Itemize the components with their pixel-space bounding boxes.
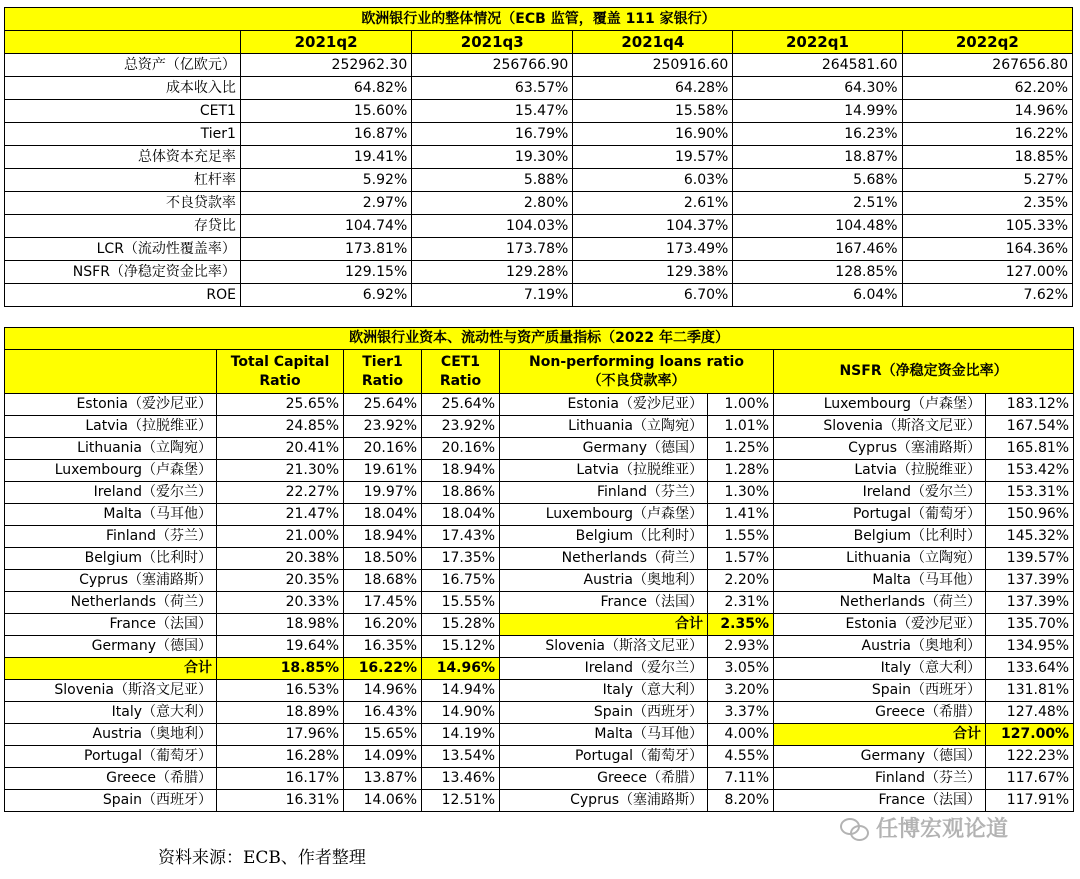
tier1-ratio: 16.35% [344, 636, 422, 658]
metric-label: 存贷比 [5, 215, 241, 238]
metric-label: 总体资本充足率 [5, 146, 241, 169]
npl-country: Cyprus（塞浦路斯） [500, 790, 708, 812]
capital-country: Estonia（爱沙尼亚） [5, 394, 217, 416]
quarter-header: 2022q2 [902, 31, 1072, 54]
metric-label: CET1 [5, 100, 241, 123]
npl-ratio: 8.20% [708, 790, 774, 812]
metric-label: LCR（流动性覆盖率） [5, 238, 241, 261]
total-capital-ratio: 21.30% [217, 460, 344, 482]
capital-country: Malta（马耳他） [5, 504, 217, 526]
tier1-ratio: 18.94% [344, 526, 422, 548]
metric-value: 129.28% [412, 261, 573, 284]
cet1-ratio: 18.94% [422, 460, 500, 482]
table-row [5, 746, 1074, 768]
metric-value: 2.97% [240, 192, 411, 215]
npl-country: Slovenia（斯洛文尼亚） [500, 636, 708, 658]
metric-value: 64.82% [240, 77, 411, 100]
quarter-header: 2021q3 [412, 31, 573, 54]
npl-country: France（法国） [500, 592, 708, 614]
npl-ratio: 1.00% [708, 394, 774, 416]
metric-value: 264581.60 [733, 54, 902, 77]
cet1-ratio: 12.51% [422, 790, 500, 812]
npl-country: Netherlands（荷兰） [500, 548, 708, 570]
tier1-ratio: 16.43% [344, 702, 422, 724]
metric-value: 173.78% [412, 238, 573, 261]
metric-value: 104.74% [240, 215, 411, 238]
nsfr-ratio: 131.81% [986, 680, 1074, 702]
metric-value: 173.49% [573, 238, 733, 261]
npl-country: Luxembourg（卢森堡） [500, 504, 708, 526]
capital-country: Italy（意大利） [5, 702, 217, 724]
nsfr-country: 合计 [774, 724, 986, 746]
metric-value: 104.48% [733, 215, 902, 238]
capital-country: Portugal（葡萄牙） [5, 746, 217, 768]
tier1-ratio: 18.50% [344, 548, 422, 570]
cet1-ratio: 17.43% [422, 526, 500, 548]
capital-country: Greece（希腊） [5, 768, 217, 790]
table-row [5, 460, 1074, 482]
npl-country: Latvia（拉脱维亚） [500, 460, 708, 482]
table-row [5, 768, 1074, 790]
metric-value: 6.04% [733, 284, 902, 307]
npl-country: Spain（西班牙） [500, 702, 708, 724]
nsfr-ratio: 167.54% [986, 416, 1074, 438]
metric-value: 16.79% [412, 123, 573, 146]
tier1-header: Tier1 Ratio [344, 350, 422, 394]
nsfr-country: Lithuania（立陶宛） [774, 548, 986, 570]
nsfr-ratio: 135.70% [986, 614, 1074, 636]
table-row [5, 548, 1074, 570]
npl-country: Austria（奥地利） [500, 570, 708, 592]
metric-value: 14.96% [902, 100, 1072, 123]
table-row [5, 215, 1073, 238]
metric-value: 250916.60 [573, 54, 733, 77]
table-row [5, 192, 1073, 215]
tier1-ratio: 23.92% [344, 416, 422, 438]
total-capital-ratio: 18.98% [217, 614, 344, 636]
nsfr-ratio: 183.12% [986, 394, 1074, 416]
metric-label: 不良贷款率 [5, 192, 241, 215]
total-capital-ratio: 16.17% [217, 768, 344, 790]
capital-country: Belgium（比利时） [5, 548, 217, 570]
metric-value: 256766.90 [412, 54, 573, 77]
capital-country: Latvia（拉脱维亚） [5, 416, 217, 438]
nsfr-country: Ireland（爱尔兰） [774, 482, 986, 504]
capital-country: Ireland（爱尔兰） [5, 482, 217, 504]
metric-value: 18.87% [733, 146, 902, 169]
capital-country: Lithuania（立陶宛） [5, 438, 217, 460]
metric-value: 2.80% [412, 192, 573, 215]
overview-table [4, 7, 1073, 307]
nsfr-country: Germany（德国） [774, 746, 986, 768]
metric-value: 16.90% [573, 123, 733, 146]
total-capital-ratio: 24.85% [217, 416, 344, 438]
tier1-ratio: 17.45% [344, 592, 422, 614]
metric-value: 267656.80 [902, 54, 1072, 77]
metric-value: 15.60% [240, 100, 411, 123]
watermark-text: 任博宏观论道 [876, 817, 1009, 842]
nsfr-ratio: 117.91% [986, 790, 1074, 812]
nsfr-ratio: 137.39% [986, 592, 1074, 614]
metric-value: 16.23% [733, 123, 902, 146]
total-capital-ratio: 16.53% [217, 680, 344, 702]
npl-ratio: 4.00% [708, 724, 774, 746]
nsfr-country: Slovenia（斯洛文尼亚） [774, 416, 986, 438]
tier1-ratio: 20.16% [344, 438, 422, 460]
metric-value: 252962.30 [240, 54, 411, 77]
tier1-ratio: 18.04% [344, 504, 422, 526]
tier1-ratio: 14.96% [344, 680, 422, 702]
capital-country: Slovenia（斯洛文尼亚） [5, 680, 217, 702]
metric-value: 6.70% [573, 284, 733, 307]
table-row [5, 284, 1073, 307]
npl-country: Malta（马耳他） [500, 724, 708, 746]
metric-value: 7.62% [902, 284, 1072, 307]
capital-country: Germany（德国） [5, 636, 217, 658]
cet1-header: CET1 Ratio [422, 350, 500, 394]
npl-ratio: 1.01% [708, 416, 774, 438]
table-row [5, 658, 1074, 680]
cet1-ratio: 14.94% [422, 680, 500, 702]
country-body [5, 394, 1074, 812]
npl-ratio: 7.11% [708, 768, 774, 790]
tier1-ratio: 13.87% [344, 768, 422, 790]
cet1-ratio: 13.54% [422, 746, 500, 768]
metric-value: 15.58% [573, 100, 733, 123]
nsfr-country: Luxembourg（卢森堡） [774, 394, 986, 416]
cet1-ratio: 18.86% [422, 482, 500, 504]
npl-ratio: 2.20% [708, 570, 774, 592]
tier1-ratio: 25.64% [344, 394, 422, 416]
npl-ratio: 2.31% [708, 592, 774, 614]
source-note: 资料来源：ECB、作者整理 [158, 848, 366, 868]
nsfr-ratio: 127.00% [986, 724, 1074, 746]
total-capital-ratio: 16.31% [217, 790, 344, 812]
nsfr-ratio: 150.96% [986, 504, 1074, 526]
metric-value: 19.30% [412, 146, 573, 169]
metric-value: 104.03% [412, 215, 573, 238]
nsfr-ratio: 153.31% [986, 482, 1074, 504]
nsfr-country: Spain（西班牙） [774, 680, 986, 702]
table-row [5, 146, 1073, 169]
total-capital-ratio: 20.41% [217, 438, 344, 460]
total-capital-ratio: 19.64% [217, 636, 344, 658]
tier1-ratio: 15.65% [344, 724, 422, 746]
total-capital-ratio: 22.27% [217, 482, 344, 504]
metric-value: 63.57% [412, 77, 573, 100]
metric-value: 19.41% [240, 146, 411, 169]
tier1-ratio: 19.97% [344, 482, 422, 504]
cet1-ratio: 14.19% [422, 724, 500, 746]
tier1-ratio: 16.20% [344, 614, 422, 636]
npl-ratio: 2.93% [708, 636, 774, 658]
table-row [5, 636, 1074, 658]
npl-ratio: 1.55% [708, 526, 774, 548]
capital-country: Finland（芬兰） [5, 526, 217, 548]
npl-ratio: 1.25% [708, 438, 774, 460]
table-row [5, 416, 1074, 438]
cet1-ratio: 15.55% [422, 592, 500, 614]
npl-ratio: 2.35% [708, 614, 774, 636]
tier1-ratio: 19.61% [344, 460, 422, 482]
table-row [5, 261, 1073, 284]
npl-ratio: 1.30% [708, 482, 774, 504]
npl-country: Finland（芬兰） [500, 482, 708, 504]
metric-value: 104.37% [573, 215, 733, 238]
nsfr-ratio: 165.81% [986, 438, 1074, 460]
table-row [5, 482, 1074, 504]
metric-value: 2.51% [733, 192, 902, 215]
nsfr-country: Netherlands（荷兰） [774, 592, 986, 614]
nsfr-ratio: 133.64% [986, 658, 1074, 680]
metric-value: 62.20% [902, 77, 1072, 100]
watermark [840, 812, 1008, 843]
metric-value: 6.03% [573, 169, 733, 192]
table-row [5, 724, 1074, 746]
metric-value: 5.68% [733, 169, 902, 192]
cet1-ratio: 23.92% [422, 416, 500, 438]
cet1-ratio: 20.16% [422, 438, 500, 460]
metric-label: Tier1 [5, 123, 241, 146]
nsfr-country: Latvia（拉脱维亚） [774, 460, 986, 482]
total-capital-ratio: 25.65% [217, 394, 344, 416]
npl-country: 合计 [500, 614, 708, 636]
total-capital-ratio: 20.35% [217, 570, 344, 592]
metric-value: 16.22% [902, 123, 1072, 146]
cet1-ratio: 14.96% [422, 658, 500, 680]
table-row [5, 77, 1073, 100]
cet1-ratio: 16.75% [422, 570, 500, 592]
cet1-ratio: 13.46% [422, 768, 500, 790]
nsfr-country: France（法国） [774, 790, 986, 812]
quarter-header: 2022q1 [733, 31, 902, 54]
nsfr-ratio: 153.42% [986, 460, 1074, 482]
metric-value: 128.85% [733, 261, 902, 284]
metric-label: 杠杆率 [5, 169, 241, 192]
metric-value: 64.30% [733, 77, 902, 100]
country-corner [5, 350, 217, 394]
metric-value: 2.35% [902, 192, 1072, 215]
npl-ratio: 1.57% [708, 548, 774, 570]
metric-value: 5.92% [240, 169, 411, 192]
npl-header: Non-performing loans ratio （不良贷款率） [500, 350, 774, 394]
country-table [4, 327, 1074, 812]
capital-country: Luxembourg（卢森堡） [5, 460, 217, 482]
metric-value: 173.81% [240, 238, 411, 261]
capital-country: Netherlands（荷兰） [5, 592, 217, 614]
cet1-ratio: 15.28% [422, 614, 500, 636]
nsfr-ratio: 134.95% [986, 636, 1074, 658]
nsfr-ratio: 127.48% [986, 702, 1074, 724]
metric-value: 2.61% [573, 192, 733, 215]
metric-label: 总资产（亿欧元） [5, 54, 241, 77]
table-row [5, 169, 1073, 192]
cet1-ratio: 17.35% [422, 548, 500, 570]
country-title: 欧洲银行业资本、流动性与资产质量指标（2022 年二季度） [5, 328, 1074, 350]
total-capital-ratio: 21.00% [217, 526, 344, 548]
nsfr-country: Austria（奥地利） [774, 636, 986, 658]
capital-country: Spain（西班牙） [5, 790, 217, 812]
metric-value: 64.28% [573, 77, 733, 100]
quarter-header: 2021q2 [240, 31, 411, 54]
table-row [5, 790, 1074, 812]
metric-value: 18.85% [902, 146, 1072, 169]
metric-value: 129.38% [573, 261, 733, 284]
tcr-header: Total Capital Ratio [217, 350, 344, 394]
cet1-ratio: 18.04% [422, 504, 500, 526]
nsfr-ratio: 122.23% [986, 746, 1074, 768]
metric-label: 成本收入比 [5, 77, 241, 100]
total-capital-ratio: 21.47% [217, 504, 344, 526]
table-row [5, 238, 1073, 261]
npl-ratio: 1.41% [708, 504, 774, 526]
tier1-ratio: 18.68% [344, 570, 422, 592]
nsfr-country: Italy（意大利） [774, 658, 986, 680]
metric-label: ROE [5, 284, 241, 307]
npl-ratio: 1.28% [708, 460, 774, 482]
npl-country: Portugal（葡萄牙） [500, 746, 708, 768]
nsfr-ratio: 117.67% [986, 768, 1074, 790]
table-row [5, 438, 1074, 460]
metric-value: 5.27% [902, 169, 1072, 192]
overview-corner [5, 31, 241, 54]
capital-country: Cyprus（塞浦路斯） [5, 570, 217, 592]
table-row [5, 100, 1073, 123]
nsfr-country: Greece（希腊） [774, 702, 986, 724]
cet1-ratio: 14.90% [422, 702, 500, 724]
nsfr-ratio: 139.57% [986, 548, 1074, 570]
npl-ratio: 3.05% [708, 658, 774, 680]
npl-country: Ireland（爱尔兰） [500, 658, 708, 680]
metric-value: 164.36% [902, 238, 1072, 261]
total-capital-ratio: 16.28% [217, 746, 344, 768]
nsfr-country: Estonia（爱沙尼亚） [774, 614, 986, 636]
table-row [5, 680, 1074, 702]
metric-value: 127.00% [902, 261, 1072, 284]
metric-value: 167.46% [733, 238, 902, 261]
total-capital-ratio: 18.85% [217, 658, 344, 680]
npl-ratio: 4.55% [708, 746, 774, 768]
metric-value: 14.99% [733, 100, 902, 123]
nsfr-ratio: 137.39% [986, 570, 1074, 592]
quarter-header: 2021q4 [573, 31, 733, 54]
tier1-ratio: 16.22% [344, 658, 422, 680]
metric-value: 19.57% [573, 146, 733, 169]
table-row [5, 394, 1074, 416]
npl-ratio: 3.37% [708, 702, 774, 724]
capital-country: 合计 [5, 658, 217, 680]
table-row [5, 54, 1073, 77]
npl-country: Greece（希腊） [500, 768, 708, 790]
nsfr-header: NSFR（净稳定资金比率） [774, 350, 1074, 394]
table-row [5, 526, 1074, 548]
nsfr-ratio: 145.32% [986, 526, 1074, 548]
capital-country: France（法国） [5, 614, 217, 636]
npl-country: Belgium（比利时） [500, 526, 708, 548]
table-row [5, 123, 1073, 146]
nsfr-country: Malta（马耳他） [774, 570, 986, 592]
npl-ratio: 3.20% [708, 680, 774, 702]
metric-value: 105.33% [902, 215, 1072, 238]
nsfr-country: Belgium（比利时） [774, 526, 986, 548]
wechat-icon [840, 816, 870, 840]
cet1-ratio: 25.64% [422, 394, 500, 416]
nsfr-country: Portugal（葡萄牙） [774, 504, 986, 526]
total-capital-ratio: 20.33% [217, 592, 344, 614]
total-capital-ratio: 18.89% [217, 702, 344, 724]
tier1-ratio: 14.09% [344, 746, 422, 768]
total-capital-ratio: 17.96% [217, 724, 344, 746]
metric-value: 16.87% [240, 123, 411, 146]
overview-title: 欧洲银行业的整体情况（ECB 监管，覆盖 111 家银行） [5, 8, 1073, 31]
table-row [5, 702, 1074, 724]
npl-country: Estonia（爱沙尼亚） [500, 394, 708, 416]
tier1-ratio: 14.06% [344, 790, 422, 812]
capital-country: Austria（奥地利） [5, 724, 217, 746]
npl-country: Lithuania（立陶宛） [500, 416, 708, 438]
metric-value: 7.19% [412, 284, 573, 307]
npl-country: Germany（德国） [500, 438, 708, 460]
table-row [5, 592, 1074, 614]
total-capital-ratio: 20.38% [217, 548, 344, 570]
nsfr-country: Cyprus（塞浦路斯） [774, 438, 986, 460]
metric-label: NSFR（净稳定资金比率） [5, 261, 241, 284]
table-row [5, 504, 1074, 526]
metric-value: 15.47% [412, 100, 573, 123]
overview-body [5, 54, 1073, 307]
table-row [5, 570, 1074, 592]
cet1-ratio: 15.12% [422, 636, 500, 658]
npl-country: Italy（意大利） [500, 680, 708, 702]
metric-value: 5.88% [412, 169, 573, 192]
nsfr-country: Finland（芬兰） [774, 768, 986, 790]
metric-value: 129.15% [240, 261, 411, 284]
table-row [5, 614, 1074, 636]
metric-value: 6.92% [240, 284, 411, 307]
